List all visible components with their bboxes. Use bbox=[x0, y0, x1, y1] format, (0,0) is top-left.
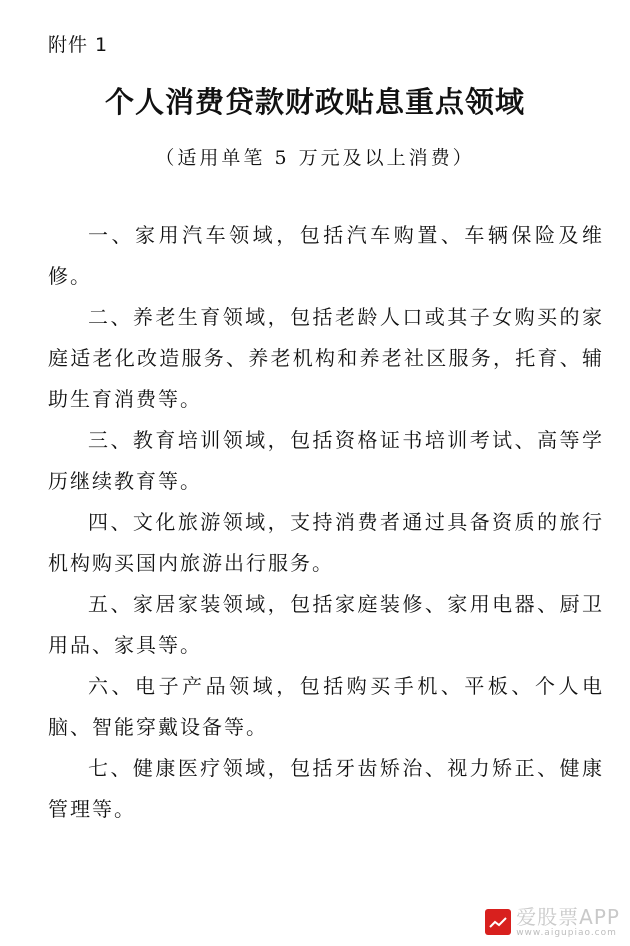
stock-chart-logo-icon bbox=[485, 909, 511, 935]
list-item-6: 六、电子产品领域，包括购买手机、平板、个人电脑、智能穿戴设备等。 bbox=[48, 674, 604, 739]
list-item-5: 五、家居家装领域，包括家庭装修、家用电器、厨卫用品、家具等。 bbox=[48, 592, 604, 657]
attachment-label: 附件 1 bbox=[48, 34, 109, 56]
item-list bbox=[48, 215, 604, 830]
list-item-1: 一、家用汽车领域，包括汽车购置、车辆保险及维修。 bbox=[48, 223, 604, 288]
document-title: 个人消费贷款财政贴息重点领域 bbox=[104, 85, 525, 119]
document-subtitle: （适用单笔 5 万元及以上消费） bbox=[155, 147, 475, 169]
watermark bbox=[485, 906, 620, 938]
list-item-2: 二、养老生育领域，包括老龄人口或其子女购买的家庭适老化改造服务、养老机构和养老社区服务，托育、辅助生育消费等。 bbox=[48, 305, 604, 411]
watermark-brand: 爱股票APP bbox=[516, 905, 620, 929]
watermark-url: www.aigupiao.com bbox=[516, 928, 617, 938]
list-item-3: 三、教育培训领域，包括资格证书培训考试、高等学历继续教育等。 bbox=[48, 428, 604, 493]
list-item-4: 四、文化旅游领域，支持消费者通过具备资质的旅行机构购买国内旅游出行服务。 bbox=[48, 510, 604, 575]
list-item-7: 七、健康医疗领域，包括牙齿矫治、视力矫正、健康管理等。 bbox=[48, 756, 604, 821]
